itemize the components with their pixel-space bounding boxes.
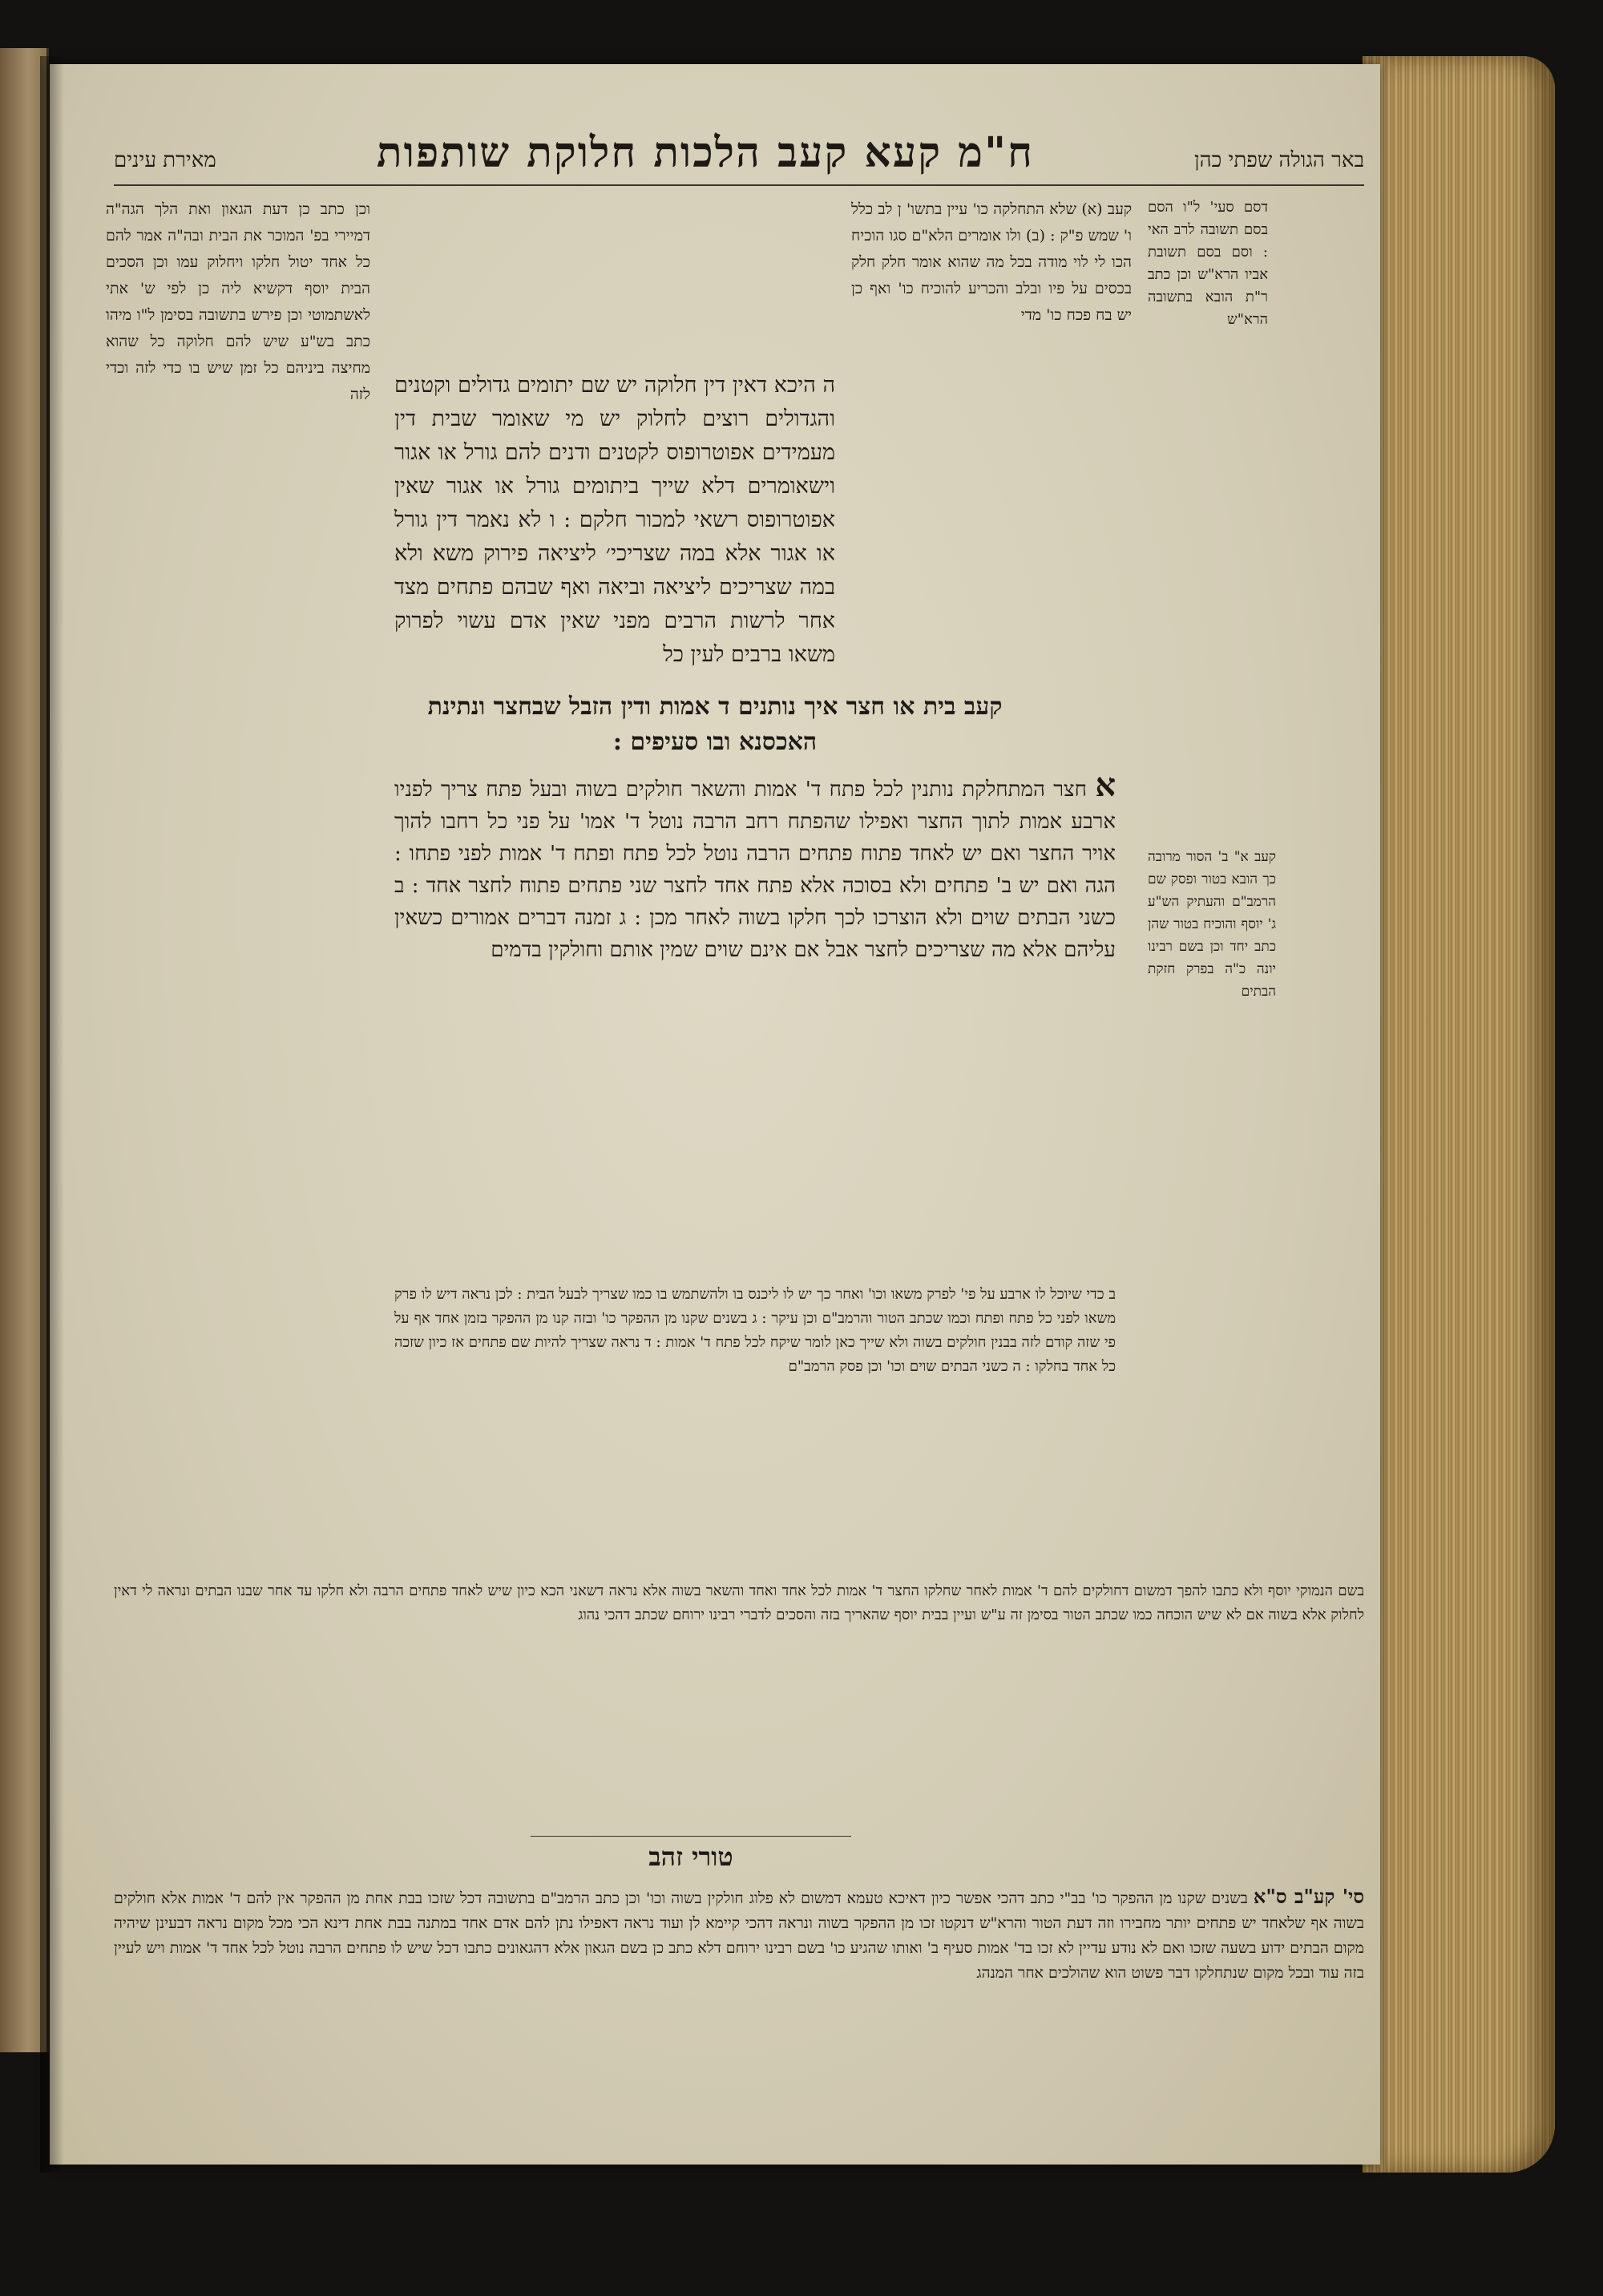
taz-commentary bbox=[114, 1884, 1364, 1986]
outer-margin-column: דסם סעי' ל"ו הסם בסם תשובה לרב האי : וסם בסם תשובת אביו הרא"ש וכן כתב ר"ת הובא בתשובה הרא"ש bbox=[1148, 199, 1268, 328]
siman-heading: קעב בית או חצר איך נותנים ד אמות ודין הזבל שבחצר ונתינת האכסנא ובו סעיפים : bbox=[427, 693, 1003, 756]
page-header bbox=[114, 128, 1364, 186]
seif-body: חצר המתחלקת נותנין לכל פתח ד' אמות והשאר חולקים בשוה ובעל פתח צריך לפניו ארבע אמות לתוך החצר ואפילו שהפתח רחב הרבה נוטל ד' אמו' על פני כל רחבו להוך אויר החצר ואם יש לאחד פתוח פתחים הרבה נוטל לכל פתח ופתח ד' אמות לפני פתחו : הגה ואם יש ב' פתחים ולא בסוכה אלא פתח אחד לחצר שני פתחים פתוח לחצר אחד : ב כשני הבתים שוים ולא הוצרכו לכך חלקו בשוה לאחר מכן : ג זמנה דברים אמורים כשאין עליהם אלא מה שצריכים לחצר אבל אם אינם שוים שמין אותם וחולקין בדמים bbox=[394, 778, 1116, 962]
seif-letter: א bbox=[1095, 766, 1116, 804]
header-right-label: באר הגולה שפתי כהן bbox=[1193, 148, 1364, 172]
book-page bbox=[50, 64, 1380, 2165]
header-title: ח"מ קעא קעב הלכות חלוקת שותפות bbox=[376, 128, 1034, 177]
commentary-wide-block: בשם הנמוקי יוסף ולא כתבו להפך דמשום דחולקים להם ד' אמות לאחר שחלקו החצר ד' אמות לכל אחד ואחד והשאר בשוה אלא נראה דשאני הכא כיון שיש לאחד פתחים הרבה ולא חלקו עד אחר שבנו הבתים ונראה לי דאין לחלוק אלא בשוה אם לא שיש הוכחה כמו שכתב הטור בסימן זה ע"ש ועיין בבית יוסף שהאריך בזה והסכים לדברי רבינו ירוחם שכתב דהכי נהוג bbox=[114, 1583, 1364, 1623]
right-margin-notes: קעב א" ב' הסור מרובה כך הובא בטור ופסק שם הרמב"ם והעתיק הש"ע ג' יוסף והוכיח בטור שהן כתב יחד וכן בשם רבינו יונה כ"ה בפרק חזקת הבתים bbox=[1148, 849, 1276, 1000]
page-block-edges bbox=[1363, 56, 1555, 2173]
main-seif-text bbox=[394, 766, 1116, 966]
taz-seif-tag: סי' קע"ב ס"א bbox=[1253, 1885, 1364, 1908]
taz-title: טורי זהב bbox=[531, 1836, 851, 1872]
taz-text: בשנים שקנו מן ההפקר כו' בב"י כתב דהכי אפשר כיון דאיכא טעמא דמשום לא פלוג חולקין בשוה וכו' וכן כתב הרמב"ם בתשובה דכל שזכו בבת אחת מן ההפקר אין להם ד' אמות אלא חולקים בשוה אף שלאחד יש פתחים יותר מחבירו וזה דעת הטור והרא"ש דנקטו זכו מן ההפקר בשוה ונראה דהכי קיימא לן ועוד נראה דאפילו נתן להם אדם אחד במתנה בבת אחת דינא הכי מכל מקום נראה דבעינן שיהיה מקום הבתים ידוע בשעה שזכו ואם לא נודע עדיין לא זכו בד' אמות סעיף ב' ואותו שהגיע כו' בשם רבינו ירוחם דלא כתב כן בשם הגאון אלא דהגאונים כתבו דכל שיש לו פתחים הרבה נוטל לכל אחד ד' אמות ויש לעיין בזה עוד ובכל מקום שנתחלקו דבר פשוט הוא שהולכים אחר המנהג bbox=[114, 1890, 1364, 1982]
left-commentary-column: וכן כתב כן דעת הגאון ואת הלך הגה"ה דמיירי בפ' המוכר את הבית ובה"ה אמר להם כל אחד יטול חלקו ויחלוק עמו וכן הסכים הבית יוסף דקשיא ליה כן לפי ש' אתי לאשתמוטי וכן פירש בתשובה בסימן ל"ו מיהו כתב בש"ע שיש להם חלוקה כל שהוא מחיצה ביניהם כל זמן שיש בו כדי לזה וכדי לזה bbox=[106, 200, 370, 403]
binding-shadow bbox=[40, 56, 64, 2173]
header-left-label: מאירת עינים bbox=[114, 148, 216, 172]
commentary-mid-block: ב כדי שיוכל לו ארבע על פי' לפרק משאו וכו' ואחר כך יש לו ליכנס בו ולהשתמש בו כמו שצריך לבעל הבית : לכן נראה דיש לו פרק משאו לפני כל פתח ופתח וכמו שכתב הטור והרמב"ם וכן עיקר : ג בשנים שקנו מן ההפקר כו' ובזה קנו מן ההפקר בזמן אחד אף על פי שזה קודם לזה בבנין חולקים בשוה ולא שייך כאן לומר שיקח לכל פתח ד' אמות : ד נראה שצריך להיות שם פתחים אז כיון שזכה כל אחד בחלקו : ה כשני הבתים שוים וכו' וכן פסק הרמב"ם bbox=[394, 1286, 1116, 1375]
shach-commentary-column: קעב (א) שלא התחלקה כו' עיין בתשו' ן לב כלל ו' שמש פ"ק : (ב) ולו אומרים הלא"ם סגו הוכיח הכו לי לוי מודה בכל מה שהוא אומר חלק חלק בכסים על פיו ובלב והכריע להוכיח כו' ואף כן יש בח פכח כו' מדי bbox=[851, 200, 1132, 324]
main-text-upper: ה היכא דאין דין חלוקה יש שם יתומים גדולים וקטנים והגדולים רוצים לחלוק יש מי שאומר שבית דין מעמידים אפוטרופוס לקטנים ודנים להם גורל או אגור וישאומרים דלא שייך ביתומים גורל או אגור שאין אפוטרופוס רשאי למכור חלקם : ו לא נאמר דין גורל או אגור אלא במה שצריכי׳ ליציאה פירוק משא ולא במה שצריכים ליציאה וביאה ואף שבהם פתחים מצד אחר לרשות הרבים מפני שאין אדם עשוי לפרוק משאו ברבים לעין כל bbox=[394, 373, 835, 667]
